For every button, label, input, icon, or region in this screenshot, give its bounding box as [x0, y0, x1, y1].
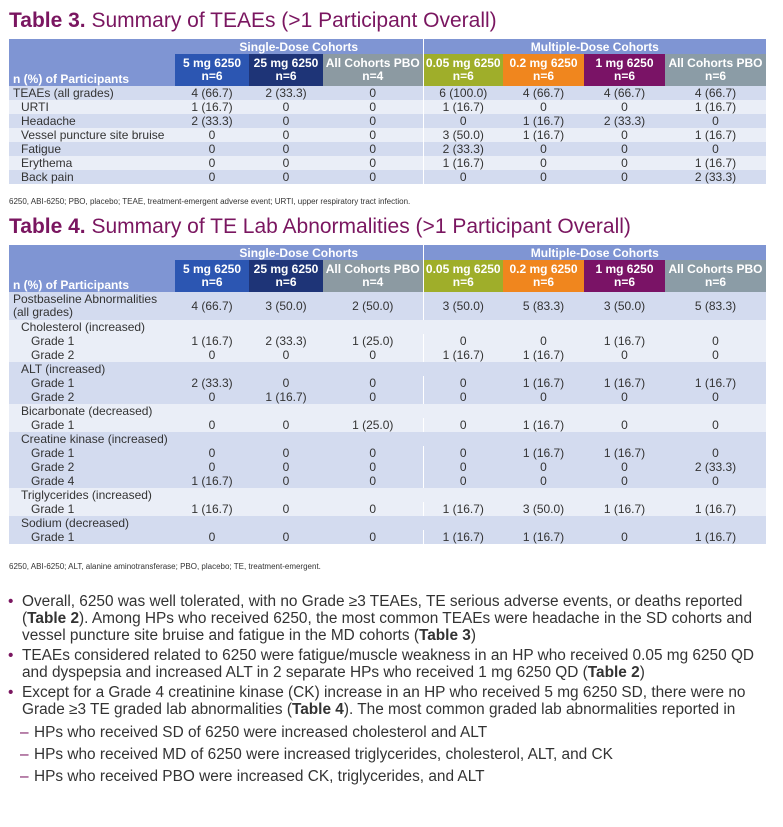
- table-row: [9, 474, 766, 488]
- column-n: n=6: [532, 69, 554, 83]
- group-single-dose: Single-Dose Cohorts: [175, 39, 423, 54]
- table-group-row: [9, 432, 766, 446]
- table-group-row: [9, 404, 766, 418]
- bullet-item: [8, 593, 773, 644]
- table-cell: 0: [323, 530, 423, 544]
- table-reference: Table 3: [418, 627, 471, 644]
- table-cell: 1 (16.7): [423, 348, 503, 362]
- table-cell: 5 (83.3): [665, 292, 766, 320]
- column-header: [323, 54, 423, 86]
- table-cell: 0: [584, 418, 665, 432]
- table-cell: 0: [175, 460, 249, 474]
- table-row: [9, 170, 766, 184]
- bullet-text: ). The most common graded lab abnormalities reported in: [343, 701, 736, 718]
- table-cell: 1 (25.0): [323, 418, 423, 432]
- table-cell: 1 (25.0): [323, 334, 423, 348]
- row-label: URTI: [9, 100, 175, 114]
- table-row: [9, 460, 766, 474]
- group-multiple-dose: Multiple-Dose Cohorts: [423, 245, 766, 260]
- table-cell: 0: [665, 114, 766, 128]
- row-label: Grade 2: [9, 460, 175, 474]
- group-label: Bicarbonate (decreased): [9, 404, 766, 418]
- table-row: [9, 86, 766, 100]
- table-row: [9, 334, 766, 348]
- table-cell: 1 (16.7): [175, 334, 249, 348]
- sub-bullet-text: HPs who received MD of 6250 were increased triglycerides, cholesterol, ALT, and CK: [34, 746, 613, 763]
- table-group-row: [9, 516, 766, 530]
- table-cell: 3 (50.0): [249, 292, 323, 320]
- table-cell: 0: [175, 142, 249, 156]
- column-name: 25 mg 6250: [253, 262, 319, 276]
- table-cell: 0: [584, 170, 665, 184]
- table-cell: 0: [503, 334, 584, 348]
- column-header: [175, 54, 249, 86]
- bullet-text: Overall, 6250 was well tolerated, with no Grade ≥3 TEAEs, TE serious adverse events, or deaths reported (: [22, 593, 743, 627]
- bullet-marker: •: [8, 593, 14, 610]
- table-cell: 2 (33.3): [665, 460, 766, 474]
- table-cell: 0: [175, 156, 249, 170]
- row-label-line: (all grades): [13, 305, 74, 319]
- column-n: n=6: [452, 275, 474, 289]
- bullet-item: [8, 647, 773, 681]
- table-cell: 0: [423, 334, 503, 348]
- sub-bullet-marker: –: [20, 724, 29, 741]
- table-cell: 0: [584, 460, 665, 474]
- table-cell: 0: [175, 390, 249, 404]
- row-label: Headache: [9, 114, 175, 128]
- table-cell: 1 (16.7): [584, 502, 665, 516]
- row-label: Grade 1: [9, 418, 175, 432]
- table-cell: 1 (16.7): [503, 348, 584, 362]
- table-cell: 0: [249, 418, 323, 432]
- table-cell: 1 (16.7): [584, 446, 665, 460]
- table-cell: 0: [175, 446, 249, 460]
- table-cell: 0: [249, 114, 323, 128]
- column-name: 5 mg 6250: [182, 56, 242, 70]
- table-cell: 1 (16.7): [665, 376, 766, 390]
- column-n: n=4: [362, 69, 384, 83]
- table-row: [9, 530, 766, 544]
- table-cell: 0: [584, 474, 665, 488]
- column-name: 0.2 mg 6250: [509, 56, 578, 70]
- table-cell: 3 (50.0): [423, 128, 503, 142]
- row-label: Grade 1: [9, 530, 175, 544]
- table-row: [9, 292, 766, 320]
- column-header: [665, 260, 766, 292]
- sub-bullet-marker: –: [20, 746, 29, 763]
- table-cell: 0: [423, 170, 503, 184]
- table-cell: 0: [249, 474, 323, 488]
- table4-footnote: 6250, ABI-6250; ALT, alanine aminotransferase; PBO, placebo; TE, treatment-emergent.: [9, 562, 321, 571]
- column-header: [249, 260, 323, 292]
- table-cell: 5 (83.3): [503, 292, 584, 320]
- table-cell: 4 (66.7): [175, 292, 249, 320]
- table-cell: 4 (66.7): [584, 86, 665, 100]
- bullet-text: ). Among HPs who received 6250, the most common TEAEs were headache in the SD cohorts and vessel puncture site bruise and fatigue in the MD cohorts (: [22, 610, 753, 644]
- table-reference: Table 4: [291, 701, 344, 718]
- table-cell: 0: [323, 100, 423, 114]
- table-reference: Table 2: [27, 610, 80, 627]
- table-cell: 0: [665, 142, 766, 156]
- table-cell: 0: [423, 474, 503, 488]
- table-cell: 1 (16.7): [503, 418, 584, 432]
- column-header: [584, 260, 665, 292]
- table-cell: 0: [423, 418, 503, 432]
- group-multiple-dose: Multiple-Dose Cohorts: [423, 39, 766, 54]
- table-cell: 0: [323, 502, 423, 516]
- table-cell: 0: [323, 142, 423, 156]
- table-cell: 1 (16.7): [665, 502, 766, 516]
- table-cell: 1 (16.7): [175, 100, 249, 114]
- column-name: All Cohorts PBO: [668, 56, 763, 70]
- column-name: 0.05 mg 6250: [425, 56, 501, 70]
- row-label: Back pain: [9, 170, 175, 184]
- column-n: n=6: [201, 275, 223, 289]
- table-cell: 0: [503, 100, 584, 114]
- row-label: Grade 1: [9, 502, 175, 516]
- table-cell: 0: [503, 156, 584, 170]
- row-label: Fatigue: [9, 142, 175, 156]
- table-cell: 1 (16.7): [175, 502, 249, 516]
- column-n: n=6: [613, 275, 635, 289]
- table-cell: 1 (16.7): [665, 156, 766, 170]
- table-cell: 0: [584, 530, 665, 544]
- table-cell: 1 (16.7): [584, 376, 665, 390]
- row-label: TEAEs (all grades): [9, 86, 175, 100]
- table-row: [9, 100, 766, 114]
- table-cell: 6 (100.0): [423, 86, 503, 100]
- table-cell: 0: [503, 474, 584, 488]
- table-cell: 0: [175, 170, 249, 184]
- bullet-marker: •: [8, 684, 14, 701]
- table-cell: 1 (16.7): [503, 446, 584, 460]
- table-cell: 0: [323, 460, 423, 474]
- column-name: All Cohorts PBO: [325, 262, 420, 276]
- table-cell: 0: [175, 128, 249, 142]
- table-cell: 1 (16.7): [584, 334, 665, 348]
- table-cell: 0: [323, 114, 423, 128]
- table-cell: 1 (16.7): [665, 100, 766, 114]
- column-name: 5 mg 6250: [182, 262, 242, 276]
- table-cell: 1 (16.7): [665, 530, 766, 544]
- table-reference: Table 2: [587, 664, 640, 681]
- table-cell: 0: [323, 170, 423, 184]
- row-label: [9, 292, 175, 320]
- table-cell: 0: [175, 418, 249, 432]
- table-cell: 2 (33.3): [249, 86, 323, 100]
- table-group-row: [9, 320, 766, 334]
- group-label: Triglycerides (increased): [9, 488, 766, 502]
- table-cell: 1 (16.7): [665, 128, 766, 142]
- table-cell: 0: [584, 128, 665, 142]
- table-cell: 0: [249, 530, 323, 544]
- table-row: [9, 156, 766, 170]
- group-label: Creatine kinase (increased): [9, 432, 766, 446]
- column-n: n=6: [532, 275, 554, 289]
- table-cell: 1 (16.7): [175, 474, 249, 488]
- table-cell: 0: [503, 390, 584, 404]
- table-cell: 1 (16.7): [423, 100, 503, 114]
- table-cell: 0: [423, 114, 503, 128]
- table-cell: 0: [665, 348, 766, 362]
- table-cell: 2 (50.0): [323, 292, 423, 320]
- table-cell: 0: [175, 348, 249, 362]
- column-name: 0.2 mg 6250: [509, 262, 578, 276]
- table-cell: 0: [423, 460, 503, 474]
- column-header: [503, 260, 584, 292]
- row-label: Vessel puncture site bruise: [9, 128, 175, 142]
- table-cell: 0: [503, 170, 584, 184]
- column-name: 0.05 mg 6250: [425, 262, 501, 276]
- table-cell: 1 (16.7): [423, 156, 503, 170]
- table-cell: 0: [584, 390, 665, 404]
- column-n: n=6: [704, 275, 726, 289]
- column-n: n=6: [201, 69, 223, 83]
- table-cell: 0: [323, 376, 423, 390]
- row-label: Grade 4: [9, 474, 175, 488]
- table-cell: 0: [323, 446, 423, 460]
- table-cell: 0: [423, 446, 503, 460]
- table-cell: 2 (33.3): [175, 376, 249, 390]
- group-label: Sodium (decreased): [9, 516, 766, 530]
- table-cell: 2 (33.3): [249, 334, 323, 348]
- table-cell: 1 (16.7): [423, 530, 503, 544]
- column-header: [503, 54, 584, 86]
- row-label: Grade 1: [9, 446, 175, 460]
- row-label-header: n (%) of Participants: [9, 260, 175, 292]
- table-cell: 1 (16.7): [503, 530, 584, 544]
- row-label: Grade 2: [9, 348, 175, 362]
- table-cell: 0: [249, 460, 323, 474]
- table-cell: 2 (33.3): [175, 114, 249, 128]
- bullet-text: ): [639, 664, 645, 681]
- table-cell: 1 (16.7): [503, 128, 584, 142]
- column-n: n=6: [613, 69, 635, 83]
- table-cell: 0: [175, 530, 249, 544]
- table-row: [9, 376, 766, 390]
- table-cell: 0: [584, 142, 665, 156]
- table-cell: 0: [249, 142, 323, 156]
- column-n: n=6: [452, 69, 474, 83]
- row-label: Erythema: [9, 156, 175, 170]
- table-cell: 0: [323, 128, 423, 142]
- column-header: [423, 260, 503, 292]
- table-cell: 0: [665, 446, 766, 460]
- table-cell: 0: [323, 156, 423, 170]
- table-cell: 1 (16.7): [423, 502, 503, 516]
- column-n: n=6: [704, 69, 726, 83]
- table-group-row: [9, 488, 766, 502]
- sub-bullet-marker: –: [20, 768, 29, 785]
- table-cell: 0: [423, 390, 503, 404]
- column-name: All Cohorts PBO: [668, 262, 763, 276]
- table-cell: 0: [249, 156, 323, 170]
- table3-footnote: 6250, ABI-6250; PBO, placebo; TEAE, treatment-emergent adverse event; URTI, upper respiratory tract infection.: [9, 197, 411, 206]
- sub-bullet-item: [8, 746, 773, 763]
- table-row: [9, 390, 766, 404]
- bullet-item: [8, 684, 773, 718]
- bullet-text: ): [470, 627, 476, 644]
- column-header: [584, 54, 665, 86]
- table4-title: Table 4. Summary of TE Lab Abnormalities (>1 Participant Overall): [9, 215, 631, 238]
- column-header: [323, 260, 423, 292]
- table-cell: 0: [665, 390, 766, 404]
- column-n: n=6: [275, 69, 297, 83]
- table-cell: 0: [323, 390, 423, 404]
- table-row: [9, 348, 766, 362]
- table-cell: 0: [665, 334, 766, 348]
- row-label-line: Postbaseline Abnormalities: [13, 292, 158, 306]
- table-cell: 0: [323, 86, 423, 100]
- table-cell: 0: [249, 502, 323, 516]
- table-cell: 3 (50.0): [423, 292, 503, 320]
- table-cell: 1 (16.7): [249, 390, 323, 404]
- column-n: n=4: [362, 275, 384, 289]
- table-cell: 4 (66.7): [503, 86, 584, 100]
- column-header: [249, 54, 323, 86]
- table-cell: 3 (50.0): [584, 292, 665, 320]
- sub-bullet-text: HPs who received PBO were increased CK, triglycerides, and ALT: [34, 768, 485, 785]
- table-cell: 0: [584, 156, 665, 170]
- sub-bullet-item: [8, 768, 773, 785]
- table-cell: 0: [584, 100, 665, 114]
- sub-bullet-item: [8, 724, 773, 741]
- table-cell: 0: [423, 376, 503, 390]
- column-name: 1 mg 6250: [595, 262, 654, 276]
- table-row: [9, 502, 766, 516]
- table-row: [9, 446, 766, 460]
- table-cell: 0: [249, 128, 323, 142]
- table-cell: 0: [503, 460, 584, 474]
- row-label: Grade 1: [9, 376, 175, 390]
- table-cell: 3 (50.0): [503, 502, 584, 516]
- column-name: 1 mg 6250: [595, 56, 654, 70]
- row-label: Grade 2: [9, 390, 175, 404]
- table-cell: 2 (33.3): [423, 142, 503, 156]
- row-label: Grade 1: [9, 334, 175, 348]
- group-label: ALT (increased): [9, 362, 766, 376]
- group-single-dose: Single-Dose Cohorts: [175, 245, 423, 260]
- table-cell: 4 (66.7): [665, 86, 766, 100]
- table-cell: 0: [249, 376, 323, 390]
- group-label: Cholesterol (increased): [9, 320, 766, 334]
- bullet-text: TEAEs considered related to 6250 were fatigue/muscle weakness in an HP who received 0.05 mg 6250 QD and dyspepsia and increased ALT in 2 separate HPs who received 1 mg 6250 QD (: [22, 647, 755, 681]
- table-cell: 0: [249, 348, 323, 362]
- column-header: [175, 260, 249, 292]
- table-cell: 1 (16.7): [503, 114, 584, 128]
- column-name: All Cohorts PBO: [325, 56, 420, 70]
- table-cell: 2 (33.3): [665, 170, 766, 184]
- summary-bullets: [8, 593, 773, 785]
- table-cell: 1 (16.7): [503, 376, 584, 390]
- table-cell: 0: [323, 474, 423, 488]
- table-cell: 0: [584, 348, 665, 362]
- bullet-text: Except for a Grade 4 creatinine kinase (CK) increase in an HP who received 5 mg 6250 SD, there were no Grade ≥3 TE graded lab abnormalities (: [22, 684, 746, 718]
- table-row: [9, 418, 766, 432]
- table3: [9, 39, 766, 184]
- column-n: n=6: [275, 275, 297, 289]
- table-cell: 0: [249, 170, 323, 184]
- sub-bullet-text: HPs who received SD of 6250 were increased cholesterol and ALT: [34, 724, 488, 741]
- table-row: [9, 128, 766, 142]
- table4: [9, 245, 766, 544]
- table-cell: 0: [249, 446, 323, 460]
- table-cell: 0: [665, 418, 766, 432]
- table-cell: 0: [503, 142, 584, 156]
- table3-title: Table 3. Summary of TEAEs (>1 Participant Overall): [9, 9, 497, 32]
- table-cell: 4 (66.7): [175, 86, 249, 100]
- table-row: [9, 142, 766, 156]
- table-cell: 2 (33.3): [584, 114, 665, 128]
- bullet-marker: •: [8, 647, 14, 664]
- table-cell: 0: [323, 348, 423, 362]
- table-row: [9, 114, 766, 128]
- column-header: [665, 54, 766, 86]
- table-cell: 0: [665, 474, 766, 488]
- table-cell: 0: [249, 100, 323, 114]
- column-name: 25 mg 6250: [253, 56, 319, 70]
- table-group-row: [9, 362, 766, 376]
- column-header: [423, 54, 503, 86]
- row-label-header: n (%) of Participants: [9, 54, 175, 86]
